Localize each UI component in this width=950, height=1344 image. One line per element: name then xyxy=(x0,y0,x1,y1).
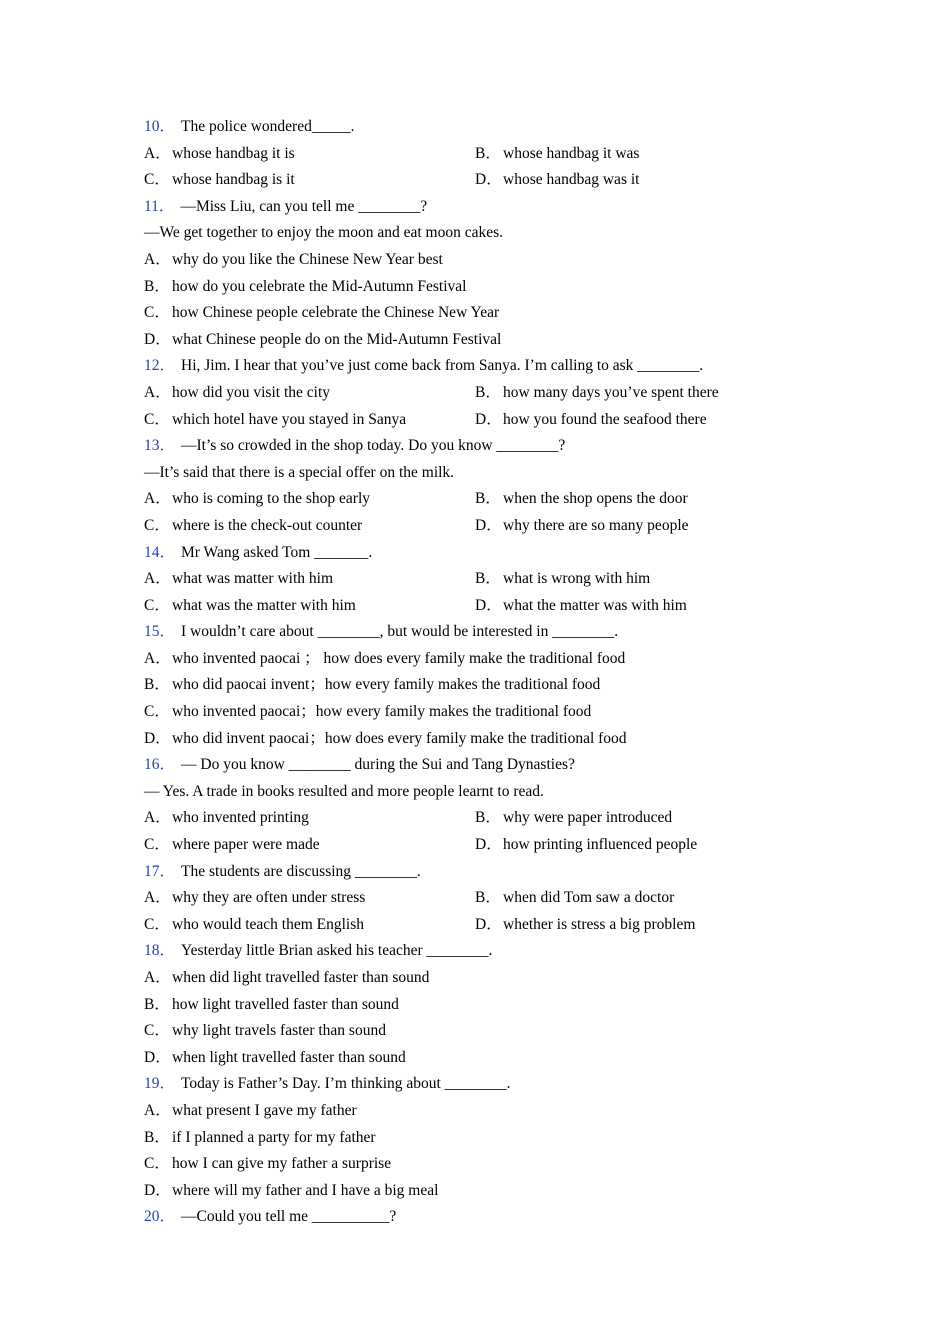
option xyxy=(144,300,499,327)
dialogue-reply: —It’s said that there is a special offer on the milk. xyxy=(144,463,455,481)
option-text: how many days you’ve spent there xyxy=(503,383,719,401)
option-text: what was matter with him xyxy=(172,570,333,588)
option xyxy=(144,1125,376,1152)
option-text: why were paper introduced xyxy=(503,809,673,827)
option xyxy=(144,247,443,274)
option-row xyxy=(144,380,804,407)
option xyxy=(475,566,650,593)
option-text: who did invent paocai；how does every family make the traditional food xyxy=(172,729,627,747)
option-row xyxy=(144,726,804,753)
option-letter: D． xyxy=(475,410,502,428)
question-stem xyxy=(144,1071,804,1098)
option-letter: B． xyxy=(475,570,501,588)
option-letter: B． xyxy=(475,383,501,401)
option-text: who would teach them English xyxy=(172,915,364,933)
option xyxy=(475,407,707,434)
option-letter: C． xyxy=(144,703,170,721)
question-stem xyxy=(144,619,804,646)
question-text: — Do you know ________ during the Sui and Tang Dynasties? xyxy=(181,756,575,774)
question-number: 19． xyxy=(144,1075,176,1093)
option-text: who invented paocai；how every family makes the traditional food xyxy=(172,703,592,721)
option-text: who invented printing xyxy=(172,809,309,827)
option xyxy=(144,407,406,434)
option-letter: D． xyxy=(144,729,171,747)
option-text: when light travelled faster than sound xyxy=(172,1048,406,1066)
option-letter: A． xyxy=(144,490,171,508)
option xyxy=(144,1178,438,1205)
option xyxy=(475,805,672,832)
question-number: 16． xyxy=(144,756,176,774)
option xyxy=(144,726,627,753)
option-letter: C． xyxy=(144,596,170,614)
option-row xyxy=(144,965,804,992)
option-row xyxy=(144,593,804,620)
option-letter: C． xyxy=(144,1155,170,1173)
dialogue-reply: —We get together to enjoy the moon and eat moon cakes. xyxy=(144,224,504,242)
question-number: 13． xyxy=(144,437,176,455)
option-letter: B． xyxy=(475,889,501,907)
option xyxy=(144,1018,386,1045)
option-letter: C． xyxy=(144,1022,170,1040)
option-text: who invented paocai ； how does every family make the traditional food xyxy=(172,649,626,667)
option-text: when the shop opens the door xyxy=(503,490,688,508)
option-letter: B． xyxy=(144,676,170,694)
option-letter: A． xyxy=(144,1101,171,1119)
option xyxy=(144,992,399,1019)
question-stem xyxy=(144,938,804,965)
question-text: Today is Father’s Day. I’m thinking about ________. xyxy=(181,1075,511,1093)
option-row xyxy=(144,247,804,274)
option-row xyxy=(144,832,804,859)
question-number: 17． xyxy=(144,862,176,880)
option xyxy=(144,912,364,939)
question-stem xyxy=(144,114,804,141)
option xyxy=(144,672,600,699)
option-text: who did paocai invent；how every family makes the traditional food xyxy=(172,676,601,694)
question-stem xyxy=(144,433,804,460)
option-text: why they are often under stress xyxy=(172,889,366,907)
option-row xyxy=(144,1125,804,1152)
option-letter: C． xyxy=(144,836,170,854)
option-text: why do you like the Chinese New Year best xyxy=(172,250,443,268)
question-text: Hi, Jim. I hear that you’ve just come back from Sanya. I’m calling to ask ________. xyxy=(181,357,704,375)
option-text: if I planned a party for my father xyxy=(172,1128,376,1146)
question-text: Yesterday little Brian asked his teacher ________. xyxy=(181,942,493,960)
option-row xyxy=(144,327,804,354)
option xyxy=(144,593,356,620)
option-row xyxy=(144,167,804,194)
option xyxy=(144,699,591,726)
option-letter: D． xyxy=(144,330,171,348)
option-letter: D． xyxy=(475,516,502,534)
option-text: whose handbag it was xyxy=(503,144,640,162)
option xyxy=(475,832,697,859)
document-page xyxy=(144,114,804,1231)
question-stem xyxy=(144,353,804,380)
option-text: which hotel have you stayed in Sanya xyxy=(172,410,407,428)
dialogue-reply: — Yes. A trade in books resulted and more people learnt to read. xyxy=(144,782,544,800)
option-letter: C． xyxy=(144,304,170,322)
option-letter: D． xyxy=(144,1181,171,1199)
option xyxy=(144,141,295,168)
option-row xyxy=(144,1151,804,1178)
option-row xyxy=(144,992,804,1019)
option xyxy=(144,327,501,354)
option-text: what Chinese people do on the Mid-Autumn Festival xyxy=(172,330,502,348)
option-letter: D． xyxy=(475,836,502,854)
option-row xyxy=(144,699,804,726)
option-text: how you found the seafood there xyxy=(503,410,707,428)
option-letter: C． xyxy=(144,915,170,933)
option xyxy=(475,513,689,540)
option-text: whose handbag it is xyxy=(172,144,295,162)
option-text: what is wrong with him xyxy=(503,570,651,588)
option-letter: B． xyxy=(144,1128,170,1146)
question-text: —Could you tell me __________? xyxy=(181,1208,397,1226)
option-letter: A． xyxy=(144,809,171,827)
option-letter: A． xyxy=(144,250,171,268)
option-row xyxy=(144,885,804,912)
question-number: 12． xyxy=(144,357,176,375)
option xyxy=(144,1151,391,1178)
option-text: when did Tom saw a doctor xyxy=(503,889,675,907)
option-text: why there are so many people xyxy=(503,516,689,534)
option-row xyxy=(144,805,804,832)
option-letter: C． xyxy=(144,410,170,428)
option-row xyxy=(144,407,804,434)
question-stem xyxy=(144,1204,804,1231)
option-text: how do you celebrate the Mid-Autumn Festival xyxy=(172,277,467,295)
option-letter: D． xyxy=(475,171,502,189)
option xyxy=(144,380,330,407)
option xyxy=(475,486,688,513)
option xyxy=(475,141,639,168)
option-text: whether is stress a big problem xyxy=(503,915,696,933)
option-text: what present I gave my father xyxy=(172,1101,357,1119)
option xyxy=(475,167,639,194)
option-letter: A． xyxy=(144,889,171,907)
option-letter: D． xyxy=(475,915,502,933)
option-row xyxy=(144,513,804,540)
question-number: 14． xyxy=(144,543,176,561)
option-letter: D． xyxy=(475,596,502,614)
question-number: 20． xyxy=(144,1208,176,1226)
option-letter: B． xyxy=(475,144,501,162)
option-row xyxy=(144,486,804,513)
option-row xyxy=(144,1018,804,1045)
option xyxy=(144,1098,357,1125)
question-text: —It’s so crowded in the shop today. Do you know ________? xyxy=(181,437,566,455)
option-letter: B． xyxy=(144,277,170,295)
question-number: 10． xyxy=(144,118,176,135)
option xyxy=(144,167,295,194)
option-row xyxy=(144,300,804,327)
option-row xyxy=(144,1178,804,1205)
option-letter: A． xyxy=(144,383,171,401)
option-text: where paper were made xyxy=(172,836,320,854)
option-letter: B． xyxy=(475,809,501,827)
question-stem xyxy=(144,859,804,886)
option-text: whose handbag is it xyxy=(172,171,295,189)
option xyxy=(475,380,719,407)
option-text: how Chinese people celebrate the Chinese New Year xyxy=(172,304,500,322)
option xyxy=(144,513,362,540)
option-row xyxy=(144,672,804,699)
option xyxy=(475,912,695,939)
option xyxy=(475,885,674,912)
option-letter: D． xyxy=(144,1048,171,1066)
option-row xyxy=(144,566,804,593)
option-text: why light travels faster than sound xyxy=(172,1022,386,1040)
option-letter: B． xyxy=(475,490,501,508)
option-text: how I can give my father a surprise xyxy=(172,1155,392,1173)
option-text: what the matter was with him xyxy=(503,596,687,614)
option-text: what was the matter with him xyxy=(172,596,356,614)
option xyxy=(144,1045,406,1072)
option-letter: A． xyxy=(144,570,171,588)
option-text: where will my father and I have a big meal xyxy=(172,1181,439,1199)
option-text: who is coming to the shop early xyxy=(172,490,371,508)
option-letter: B． xyxy=(144,995,170,1013)
option xyxy=(144,486,370,513)
question-text: The students are discussing ________. xyxy=(181,862,421,880)
option xyxy=(144,274,466,301)
option-text: how light travelled faster than sound xyxy=(172,995,399,1013)
option xyxy=(144,646,625,673)
option-row xyxy=(144,274,804,301)
question-stem xyxy=(144,752,804,779)
question-stem xyxy=(144,540,804,567)
question-text: —Miss Liu, can you tell me ________? xyxy=(180,197,428,215)
option xyxy=(144,965,429,992)
option-text: where is the check-out counter xyxy=(172,516,363,534)
question-text: The police wondered_____. xyxy=(181,118,355,135)
question-number: 18． xyxy=(144,942,176,960)
option-letter: A． xyxy=(144,969,171,986)
option-letter: A． xyxy=(144,649,171,667)
option xyxy=(475,593,687,620)
option-row xyxy=(144,912,804,939)
option-row xyxy=(144,1098,804,1125)
option-text: when did light travelled faster than sound xyxy=(172,969,430,986)
option-letter: A． xyxy=(144,144,171,162)
question-text: Mr Wang asked Tom _______. xyxy=(181,543,373,561)
option-letter: C． xyxy=(144,516,170,534)
option-text: how did you visit the city xyxy=(172,383,331,401)
question-text: I wouldn’t care about ________, but would be interested in ________. xyxy=(181,623,619,641)
option-row xyxy=(144,141,804,168)
option-letter: C． xyxy=(144,171,170,189)
option-text: whose handbag was it xyxy=(503,171,640,189)
option xyxy=(144,885,365,912)
option-text: how printing influenced people xyxy=(503,836,698,854)
question-number: 15． xyxy=(144,623,176,641)
option xyxy=(144,805,309,832)
option xyxy=(144,832,320,859)
option-row xyxy=(144,1045,804,1072)
option xyxy=(144,566,333,593)
question-number: 11． xyxy=(144,197,175,215)
option-row xyxy=(144,646,804,673)
question-stem xyxy=(144,194,804,221)
